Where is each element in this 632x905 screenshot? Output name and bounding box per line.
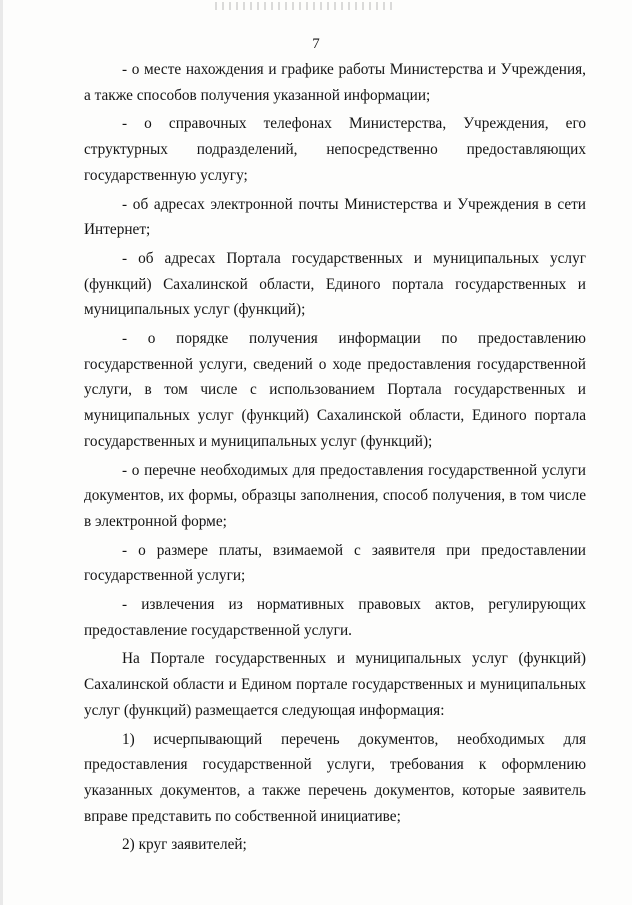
scan-artifact [215,2,395,10]
paragraph-email: - об адресах электронной почты Министерства и Учреждения в сети Интернет; [84,195,586,239]
paragraph-fee: - о размере платы, взимаемой с заявителя при предоставлении государственной услуги; [84,541,586,585]
paragraph-item-2: 2) круг заявителей; [122,836,247,854]
paragraph-item-1: 1) исчерпывающий перечень документов, необходимых для предоставления государственной услуги, требования к оформлению указанных документов, а также перечень документов, которые заявитель вправе представить по собственной инициативе; [84,730,586,825]
scan-edge [0,0,3,905]
paragraph-information-procedure: - о порядке получения информации по предоставлению государственной услуги, сведений о ходе предоставления государственной услуги, в том числе с использованием Портала государственных и муниципальных услуг (функций) Сахалинской области, Единого портала государственных и муниципальных услуг (функций); [84,330,586,450]
paragraph-portal-info: На Портале государственных и муниципальных услуг (функций) Сахалинской области и Едином портале государственных и муниципальных услуг (функций) размещается следующая информация: [84,650,586,719]
paragraph-portal-addresses: - об адресах Портала государственных и муниципальных услуг (функций) Сахалинской области, Единого портала государственных и муниципальных услуг (функций); [84,249,586,319]
paragraph-documents-list: - о перечне необходимых для предоставления государственной услуги документов, их формы, образцы заполнения, способ получения, в том числе в электронной форме; [84,461,586,530]
paragraph-legal-extracts: - извлечения из нормативных правовых актов, регулирующих предоставление государственной услуги. [84,596,586,639]
document-body [84,54,586,858]
paragraph-location-schedule: - о месте нахождения и графике работы Министерства и Учреждения, а также способов получения указанной информации; [84,61,586,104]
paragraph-phones: - о справочных телефонах Министерства, Учреждения, его структурных подразделений, непосредственно предоставляющих государственную услугу; [84,115,586,184]
page-number: 7 [312,36,320,52]
